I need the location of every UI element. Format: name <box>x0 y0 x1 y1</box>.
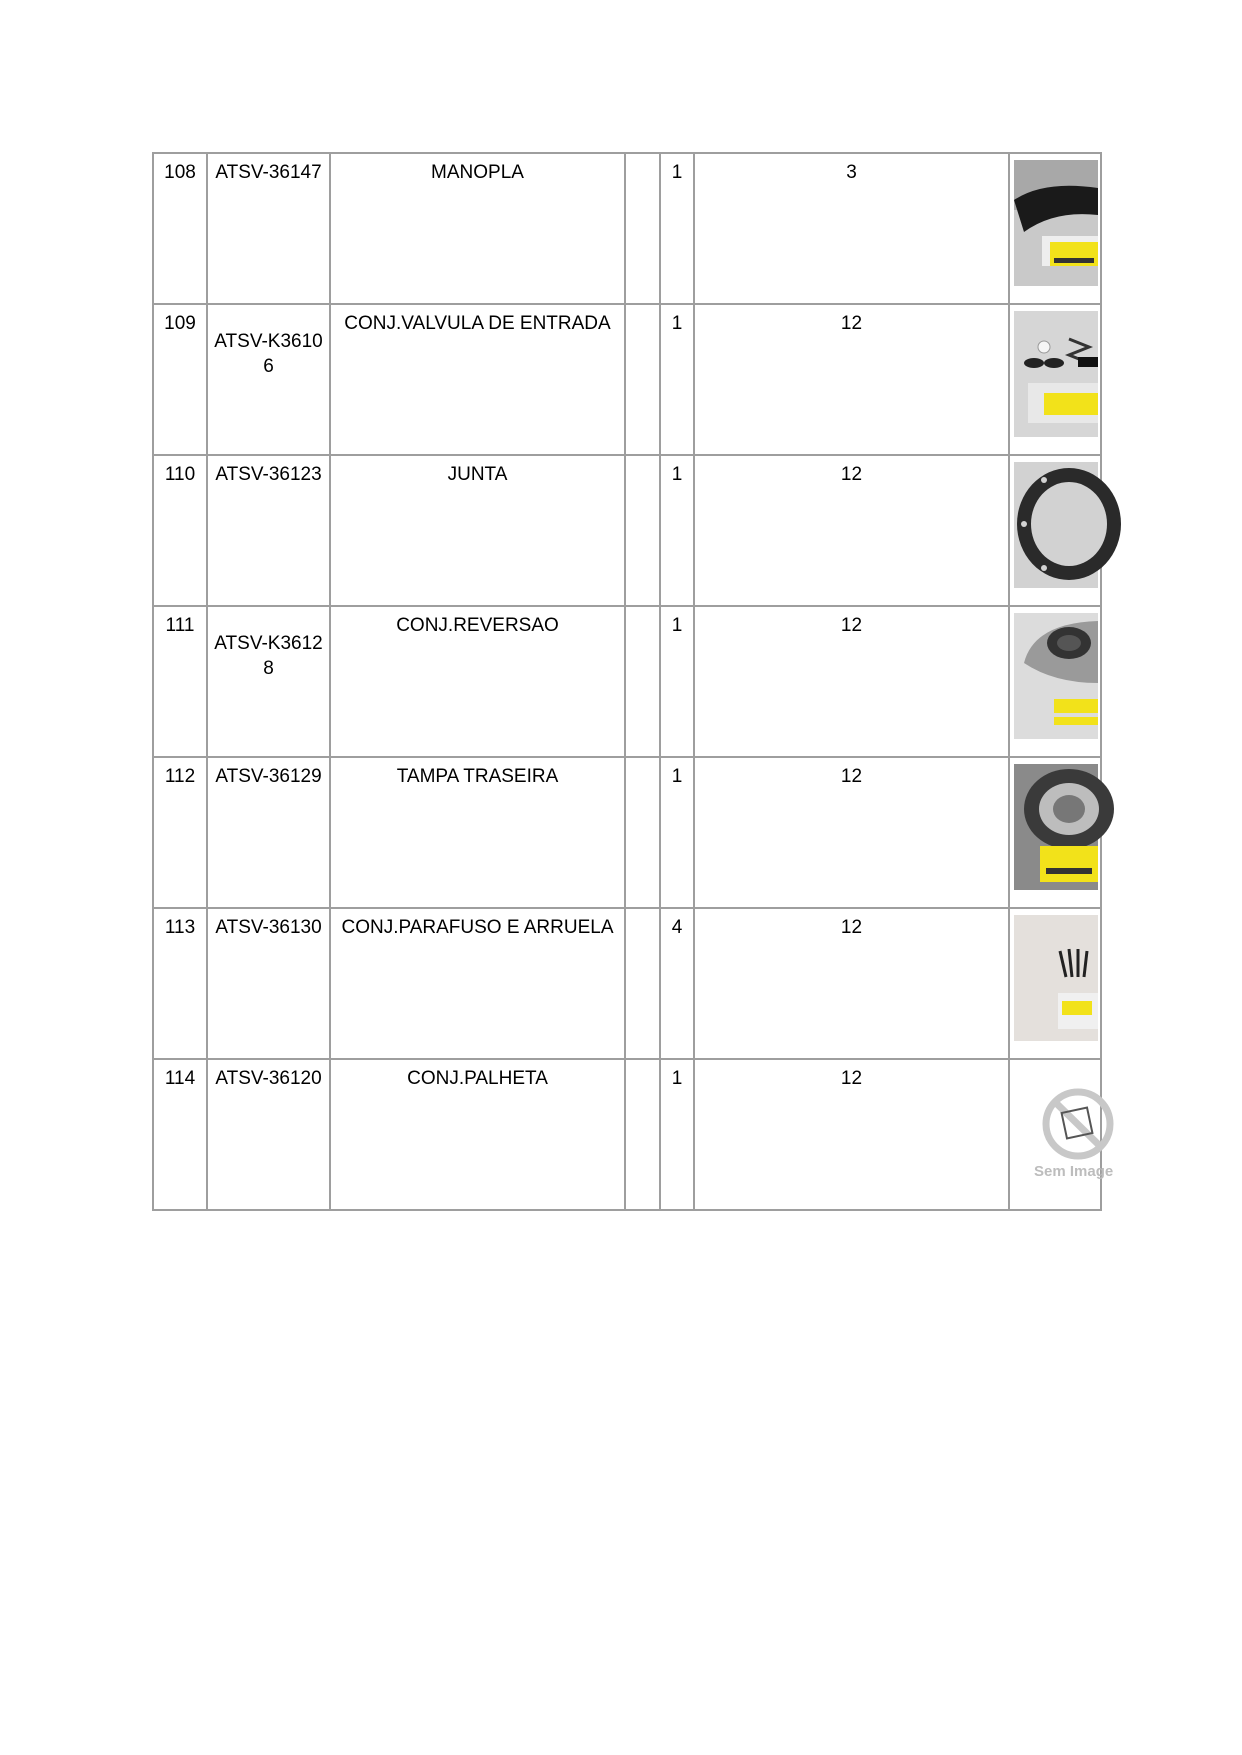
part-image-cell <box>1009 153 1101 304</box>
quantity-secondary: 12 <box>694 757 1009 908</box>
part-description: CONJ.REVERSAO <box>330 606 625 757</box>
part-code <box>207 304 330 455</box>
part-description: CONJ.VALVULA DE ENTRADA <box>330 304 625 455</box>
empty-cell <box>625 153 660 304</box>
item-number: 113 <box>153 908 207 1059</box>
part-description: TAMPA TRASEIRA <box>330 757 625 908</box>
part-description: CONJ.PALHETA <box>330 1059 625 1210</box>
quantity: 1 <box>660 606 694 757</box>
part-image-cell <box>1009 455 1101 606</box>
part-code: ATSV-36120 <box>207 1059 330 1210</box>
table-row <box>153 908 1101 1059</box>
table-row <box>153 304 1101 455</box>
quantity: 4 <box>660 908 694 1059</box>
parts-table <box>152 152 1114 1211</box>
part-code: ATSV-36123 <box>207 455 330 606</box>
part-description: CONJ.PARAFUSO E ARRUELA <box>330 908 625 1059</box>
empty-cell <box>625 1059 660 1210</box>
part-image-cell <box>1009 1059 1114 1210</box>
quantity: 1 <box>660 455 694 606</box>
handle-grip-photo <box>1014 160 1098 286</box>
table-row <box>153 606 1101 757</box>
item-number: 110 <box>153 455 207 606</box>
quantity: 1 <box>660 153 694 304</box>
part-image-cell <box>1009 304 1101 455</box>
part-code-text: ATSV-K36128 <box>214 633 323 679</box>
empty-cell <box>625 455 660 606</box>
part-description: JUNTA <box>330 455 625 606</box>
part-code: ATSV-36147 <box>207 153 330 304</box>
empty-cell <box>625 757 660 908</box>
table-row <box>153 153 1101 304</box>
item-number: 111 <box>153 606 207 757</box>
part-code <box>207 606 330 757</box>
quantity-secondary: 12 <box>694 455 1009 606</box>
quantity: 1 <box>660 304 694 455</box>
part-image-cell <box>1009 606 1101 757</box>
item-number: 112 <box>153 757 207 908</box>
quantity-secondary: 12 <box>694 304 1009 455</box>
quantity-secondary: 12 <box>694 606 1009 757</box>
quantity-secondary: 12 <box>694 908 1009 1059</box>
no-image-label: Sem Image <box>1034 1163 1114 1180</box>
table-row <box>153 455 1101 606</box>
table-row <box>153 1059 1101 1210</box>
no-image-placeholder <box>1014 1066 1114 1192</box>
item-number: 114 <box>153 1059 207 1210</box>
quantity: 1 <box>660 1059 694 1210</box>
table-row <box>153 757 1101 908</box>
part-image-cell <box>1009 757 1101 908</box>
empty-cell <box>625 606 660 757</box>
reverse-assembly-photo <box>1014 613 1098 739</box>
rear-cover-photo <box>1014 764 1098 890</box>
inlet-valve-kit-photo <box>1014 311 1098 437</box>
screw-washer-kit-photo <box>1014 915 1098 1041</box>
quantity: 1 <box>660 757 694 908</box>
empty-cell <box>625 908 660 1059</box>
empty-cell <box>625 304 660 455</box>
part-code: ATSV-36129 <box>207 757 330 908</box>
quantity-secondary: 12 <box>694 1059 1009 1210</box>
part-description: MANOPLA <box>330 153 625 304</box>
part-code: ATSV-36130 <box>207 908 330 1059</box>
part-image-cell <box>1009 908 1101 1059</box>
item-number: 109 <box>153 304 207 455</box>
item-number: 108 <box>153 153 207 304</box>
quantity-secondary: 3 <box>694 153 1009 304</box>
gasket-photo <box>1014 462 1098 588</box>
part-code-text: ATSV-K36106 <box>214 331 323 377</box>
